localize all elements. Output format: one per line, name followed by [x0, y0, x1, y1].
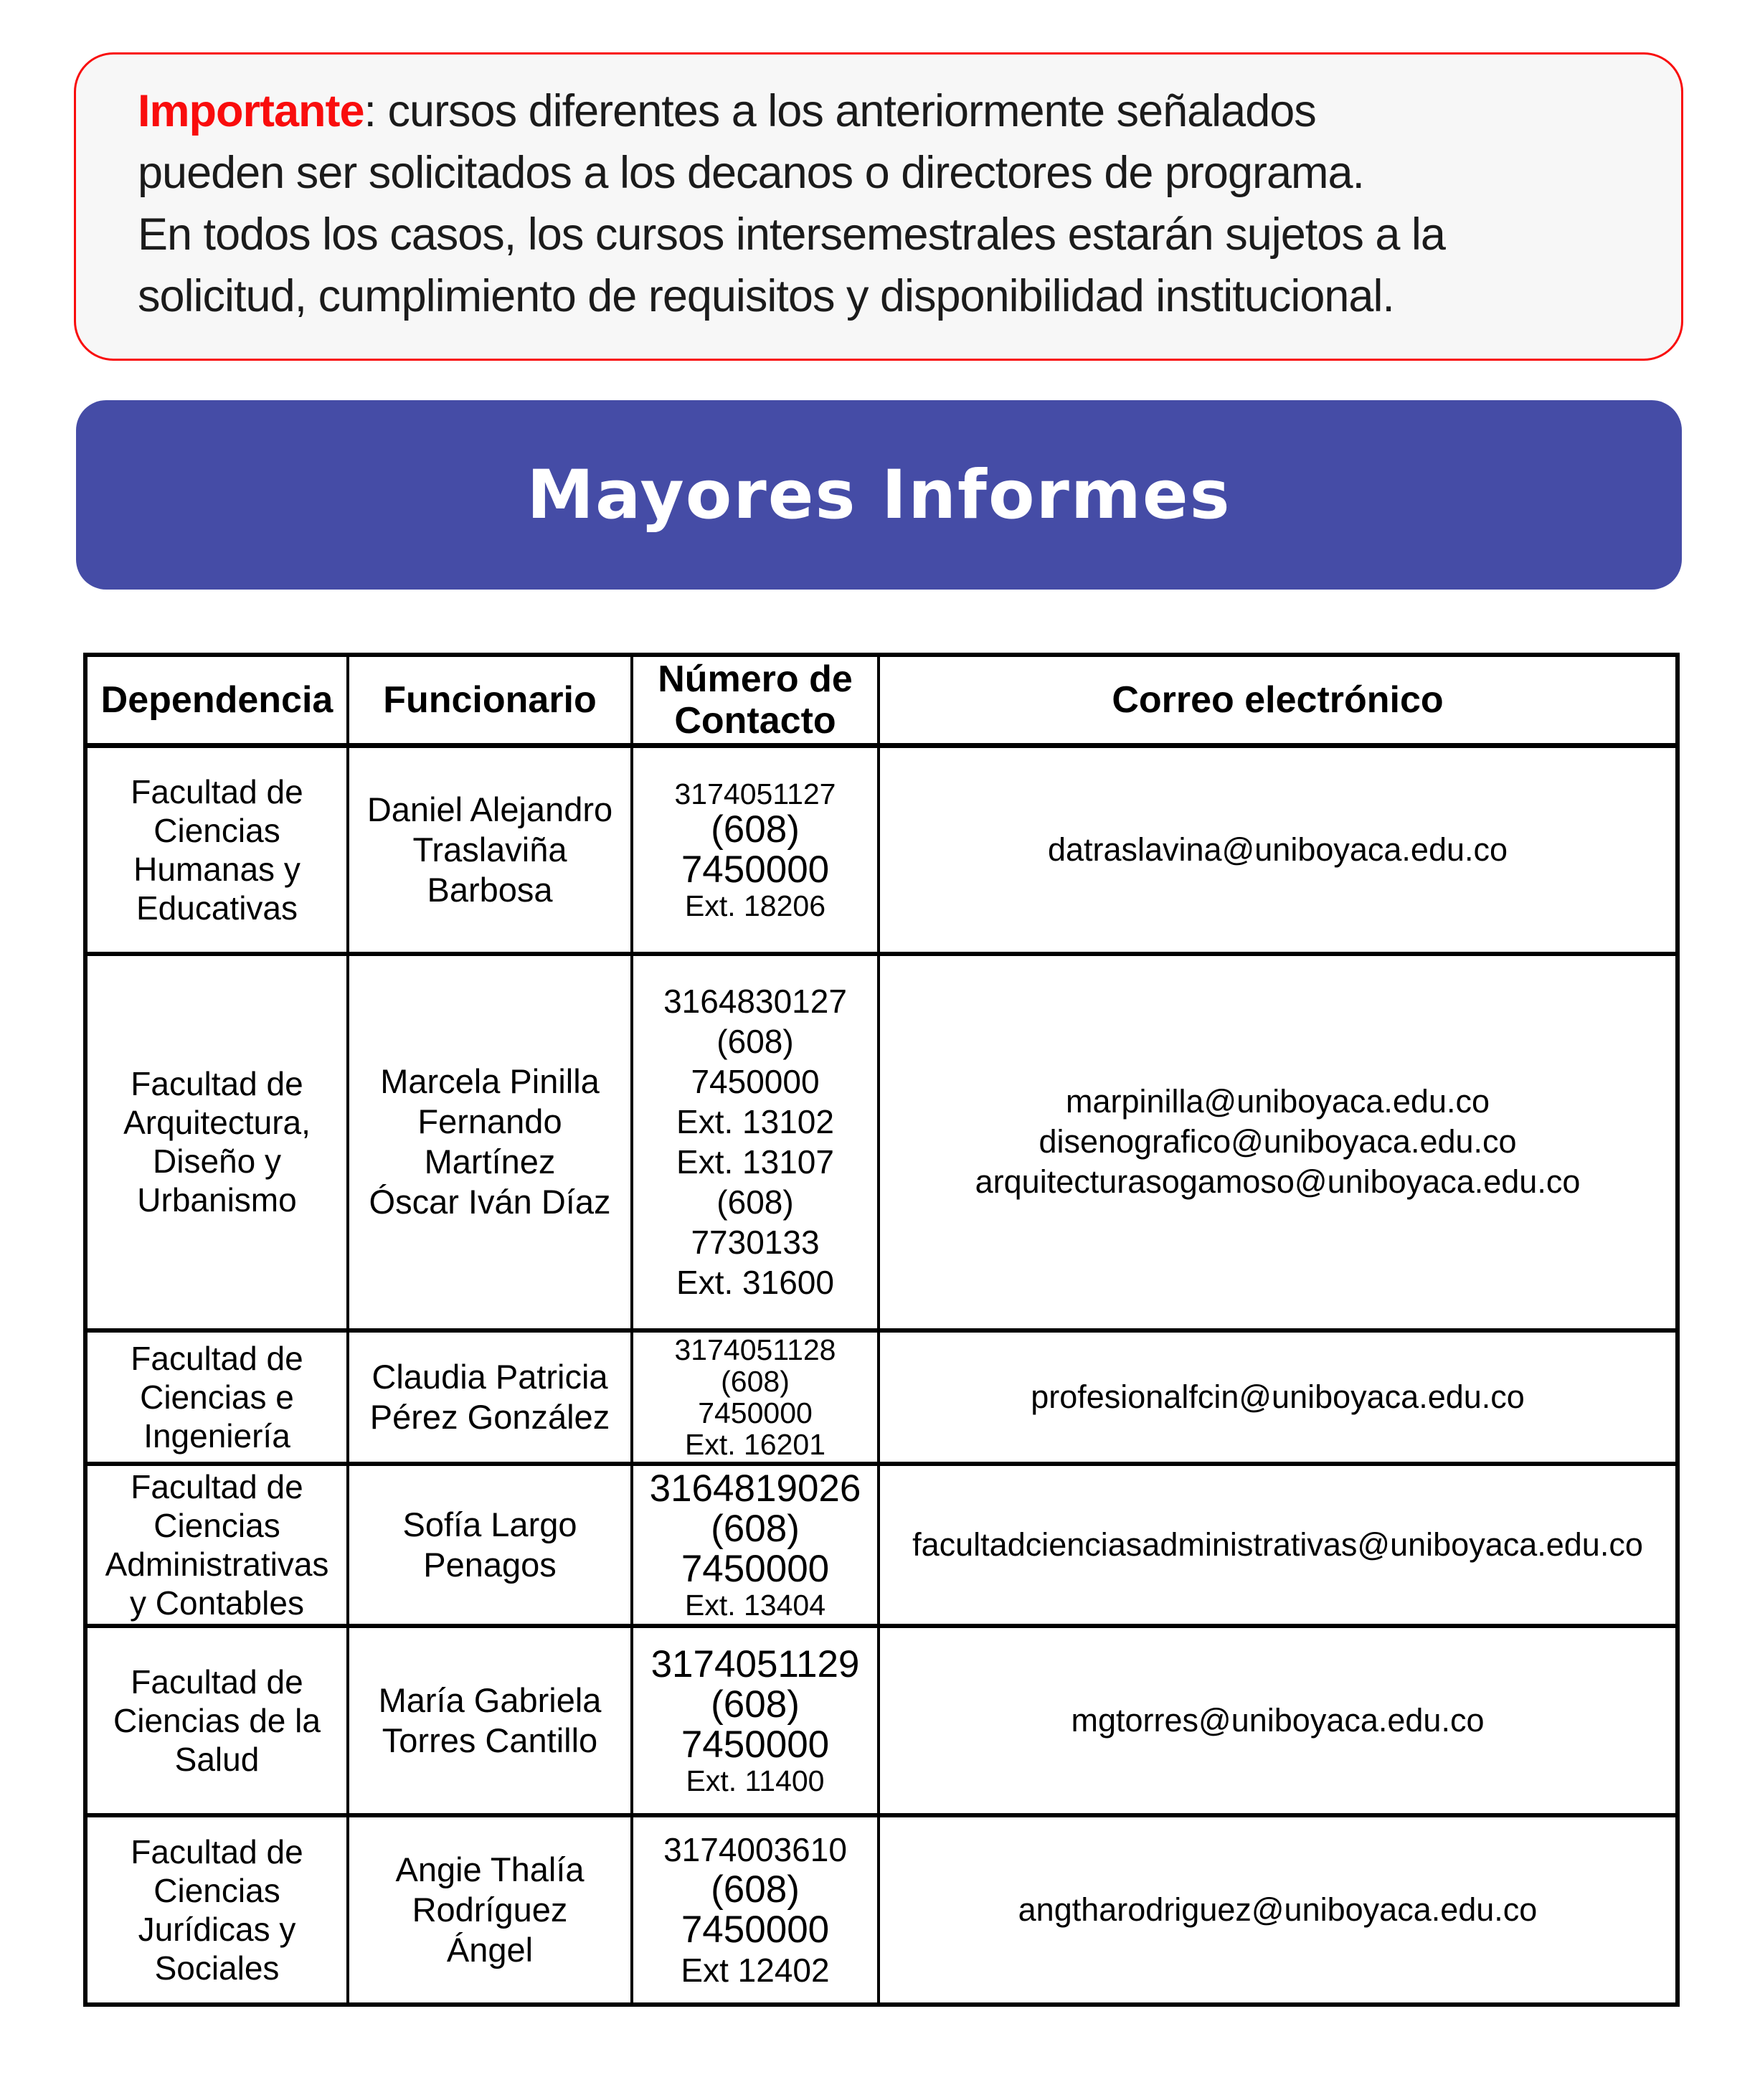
cell-line: Fernando — [417, 1102, 562, 1140]
cell-line: (608) — [711, 808, 800, 851]
cell-line: Urbanismo — [137, 1181, 297, 1219]
cell-line: Ciencias — [153, 1871, 280, 1909]
cell-line: María Gabriela — [378, 1680, 602, 1719]
cell-line: Administrativas — [105, 1545, 329, 1583]
cell-line: Jurídicas y — [138, 1910, 296, 1948]
funcionario-cell — [348, 1815, 632, 2005]
funcionario-cell — [348, 1626, 632, 1815]
funcionario-cell — [348, 1330, 632, 1464]
cell-line: arquitecturasogamoso@uniboyaca.edu.co — [975, 1163, 1581, 1200]
header-numero-contacto — [632, 655, 879, 746]
cell-line: (608) — [716, 1183, 794, 1221]
correo-cell — [879, 1626, 1678, 1815]
cell-line: Facultad de — [131, 1662, 303, 1701]
contacto-cell — [632, 1626, 879, 1815]
notice-line-1 — [138, 80, 1652, 142]
cell-line: Salud — [174, 1740, 260, 1778]
cell-line: (608) — [721, 1364, 790, 1398]
cell-line: Arquitectura, — [123, 1104, 311, 1141]
cell-line: profesionalfcin@uniboyaca.edu.co — [1031, 1378, 1525, 1415]
cell-line: Facultad de — [131, 772, 303, 810]
cell-line: Daniel Alejandro — [366, 790, 613, 828]
cell-line: Pérez González — [369, 1397, 610, 1436]
cell-line: 7450000 — [698, 1396, 813, 1429]
funcionario-cell — [348, 746, 632, 954]
correo-cell — [879, 1330, 1678, 1464]
banner-title: Mayores Informes — [526, 455, 1231, 534]
cell-line: 3164819026 — [649, 1467, 861, 1510]
cell-line: Martínez — [424, 1143, 556, 1181]
cell-line: Contacto — [674, 700, 836, 742]
cell-line: Ext 12402 — [681, 1951, 830, 1989]
cell-line: (608) — [711, 1868, 800, 1911]
cell-line: Ingeniería — [143, 1416, 290, 1455]
cell-line: Facultad de — [131, 1467, 303, 1505]
cell-line: Sofía Largo — [402, 1505, 577, 1543]
notice-title: Importante — [138, 86, 364, 136]
table-row — [85, 1464, 1678, 1626]
cell-line: angtharodriguez@uniboyaca.edu.co — [1018, 1891, 1538, 1928]
cell-line: Marcela Pinilla — [380, 1062, 600, 1100]
table-row — [85, 954, 1678, 1330]
cell-line: Ext. 13404 — [684, 1588, 826, 1622]
cell-line: Facultad de — [131, 1065, 303, 1102]
cell-line: 7730133 — [691, 1224, 820, 1261]
notice-box — [74, 52, 1683, 361]
contacto-cell — [632, 1815, 879, 2005]
cell-line: datraslavina@uniboyaca.edu.co — [1047, 831, 1508, 868]
notice-line-4: solicitud, cumplimiento de requisitos y disponibilidad institucional. — [138, 271, 1394, 321]
cell-line: 7450000 — [681, 1908, 830, 1951]
cell-line: Torres Cantillo — [382, 1721, 598, 1759]
cell-line: Facultad de — [131, 1832, 303, 1870]
correo-cell — [879, 1464, 1678, 1626]
cell-line: (608) — [716, 1023, 794, 1060]
dependencia-cell — [85, 1815, 348, 2005]
cell-line: 7450000 — [691, 1063, 820, 1100]
cell-line: Rodríguez — [412, 1890, 568, 1929]
contact-table — [83, 653, 1680, 2007]
banner — [76, 400, 1682, 590]
notice-line-1-rest: : cursos diferentes a los anteriormente señalados — [364, 86, 1316, 136]
dependencia-cell — [85, 1464, 348, 1626]
cell-line: Óscar Iván Díaz — [369, 1183, 611, 1221]
header-dependencia: Dependencia — [85, 655, 348, 746]
cell-line: 3174051129 — [650, 1642, 860, 1685]
cell-line: facultadcienciasadministrativas@uniboyaca.edu.co — [912, 1526, 1643, 1563]
table-row — [85, 1815, 1678, 2005]
dependencia-cell — [85, 746, 348, 954]
table-row — [85, 746, 1678, 954]
cell-line: Traslaviña — [412, 830, 567, 869]
dependencia-cell — [85, 1330, 348, 1464]
cell-line: 7450000 — [681, 848, 830, 891]
cell-line: 3164830127 — [663, 983, 847, 1020]
cell-line: Humanas y — [133, 850, 301, 888]
notice-line-2: pueden ser solicitados a los decanos o directores de programa. — [138, 148, 1365, 198]
funcionario-cell — [348, 954, 632, 1330]
dependencia-cell — [85, 1626, 348, 1815]
notice-line-3: En todos los casos, los cursos intersemestrales estarán sujetos a la — [138, 209, 1445, 260]
cell-line: Facultad de — [131, 1339, 303, 1377]
contacto-cell — [632, 1464, 879, 1626]
cell-line: mgtorres@uniboyaca.edu.co — [1071, 1701, 1485, 1739]
cell-line: (608) — [711, 1683, 800, 1726]
funcionario-cell — [348, 1464, 632, 1626]
cell-line: Ciencias — [153, 811, 280, 849]
correo-cell — [879, 1815, 1678, 2005]
cell-line: Ciencias de la — [113, 1701, 321, 1739]
cell-line: Ext. 31600 — [676, 1264, 834, 1301]
header-funcionario: Funcionario — [348, 655, 632, 746]
cell-line: Claudia Patricia — [372, 1357, 608, 1396]
cell-line: Número de — [658, 658, 853, 700]
cell-line: y Contables — [130, 1584, 304, 1622]
cell-line: Ext. 11400 — [686, 1764, 825, 1797]
contacto-cell — [632, 954, 879, 1330]
cell-line: Barbosa — [427, 870, 553, 909]
cell-line: Angie Thalía — [395, 1850, 585, 1888]
cell-line: Ext. 13102 — [676, 1103, 834, 1140]
cell-line: Ext. 13107 — [676, 1143, 834, 1181]
cell-line: 3174051128 — [674, 1333, 836, 1366]
cell-line: Diseño y — [153, 1143, 281, 1180]
cell-line: Penagos — [423, 1545, 557, 1584]
cell-line: Sociales — [154, 1949, 280, 1987]
table-row — [85, 1330, 1678, 1464]
cell-line: (608) — [711, 1507, 800, 1550]
cell-line: Ext. 16201 — [684, 1427, 826, 1461]
table-row — [85, 1626, 1678, 1815]
dependencia-cell — [85, 954, 348, 1330]
cell-line: Ext. 18206 — [684, 889, 826, 922]
cell-line: Ciencias — [153, 1506, 280, 1544]
cell-line: marpinilla@uniboyaca.edu.co — [1065, 1083, 1490, 1120]
contacto-cell — [632, 1330, 879, 1464]
table-header-row — [85, 655, 1678, 746]
cell-line: Ángel — [446, 1930, 534, 1969]
cell-line: 7450000 — [681, 1547, 830, 1590]
correo-cell — [879, 746, 1678, 954]
cell-line: 7450000 — [681, 1723, 830, 1766]
cell-line: 3174003610 — [663, 1830, 847, 1868]
cell-line: 3174051127 — [674, 777, 836, 810]
cell-line: Educativas — [136, 889, 298, 927]
cell-line: Ciencias e — [140, 1378, 294, 1416]
contacto-cell — [632, 746, 879, 954]
cell-line: disenografico@uniboyaca.edu.co — [1039, 1123, 1517, 1160]
correo-cell — [879, 954, 1678, 1330]
header-correo: Correo electrónico — [879, 655, 1678, 746]
